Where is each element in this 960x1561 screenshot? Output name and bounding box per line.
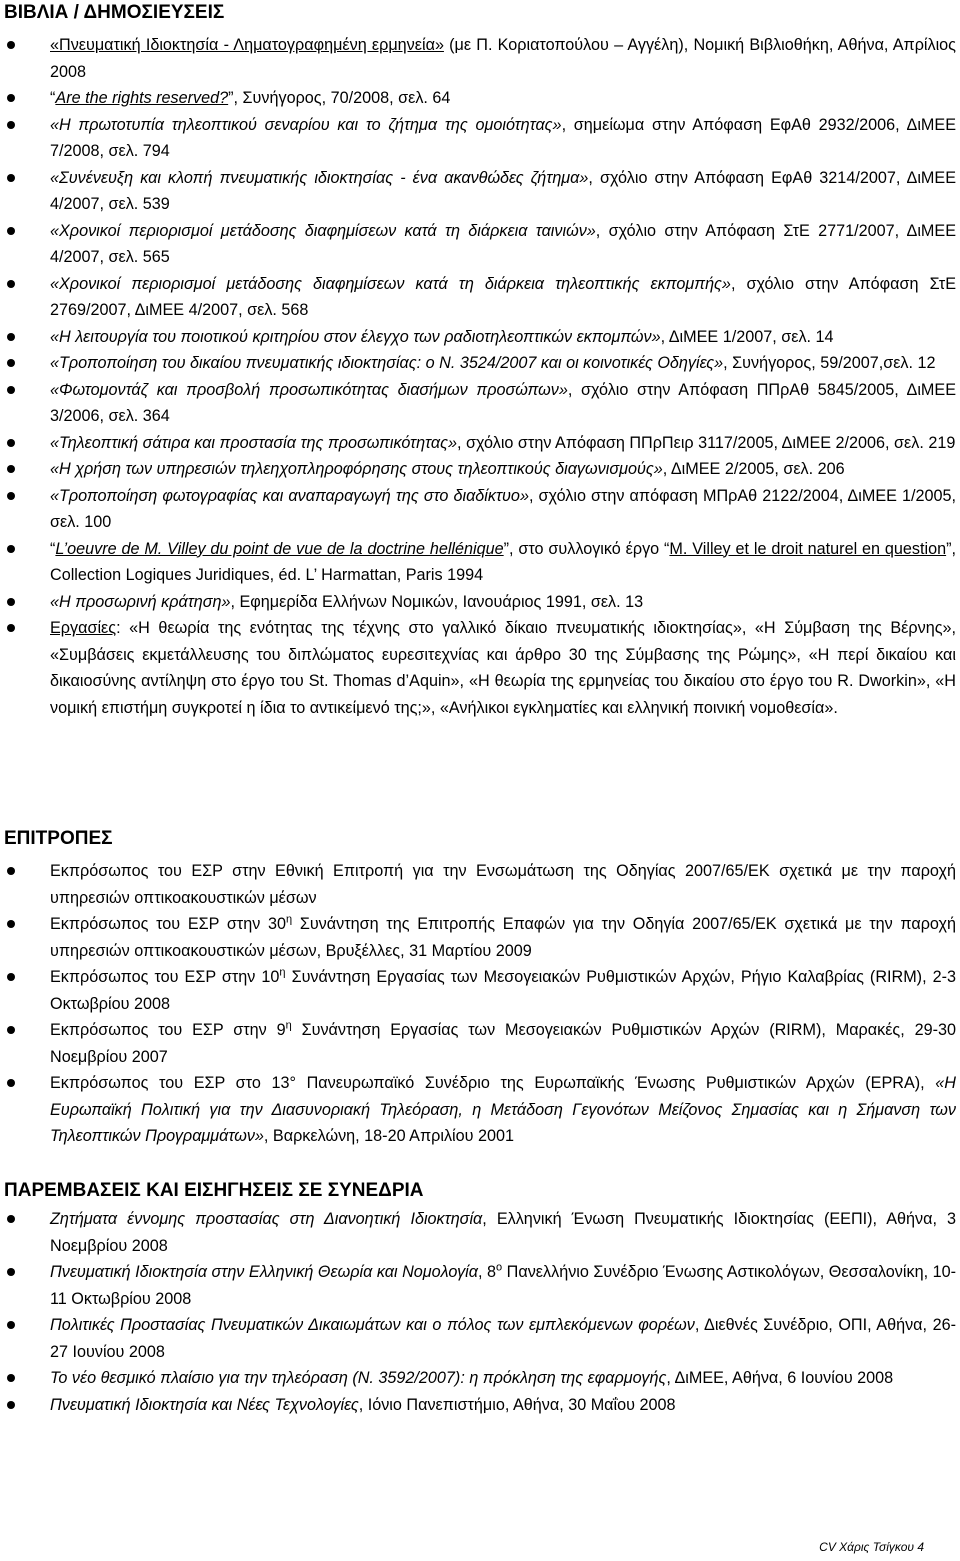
bullet-icon: [7, 280, 15, 288]
bullet-icon: [7, 439, 15, 447]
list-item: Εκπρόσωπος του ΕΣΡ στο 13° Πανευρωπαϊκό Συνέδριο της Ευρωπαϊκής Ένωσης Ρυθμιστικών Αρχών (EPRA), «Η Ευρωπαϊκή Πολιτική για την Διασυνοριακή Τηλεόραση, η Μετάδοση Γεγονότων Μείζονος Σημασίας και η Σήμανση των Τηλεοπτικών Προγραμμάτων», Βαρκελώνη, 18-20 Απριλίου 2001: [0, 1070, 960, 1150]
list-item: Εκπρόσωπος του ΕΣΡ στην $10^\eta$ Συνάντηση Εργασίας των Μεσογειακών Ρυθμιστικών Αρχών, Ρήγιο Καλαβρίας (RIRM), 2-3 Οκτωβρίου 2008: [0, 964, 960, 1017]
bullet-icon: [7, 545, 15, 553]
list-item: Πνευματική Ιδιοκτησία και Νέες Τεχνολογίες, Ιόνιο Πανεπιστήμιο, Αθήνα, 30 Μαΐου 2008: [0, 1392, 960, 1419]
list-item: «Πνευματική Ιδιοκτησία - Ληματογραφημένη ερμηνεία» (με Π. Κοριατοπούλου – Αγγέλη), Νομική Βιβλιοθήκη, Αθήνα, Απρίλιος 2008: [0, 32, 960, 85]
list-item: «Η λειτουργία του ποιοτικού κριτηρίου στον έλεγχο των ραδιοτηλεοπτικών εκπομπών», ΔιΜΕΕ 1/2007, σελ. 14: [0, 324, 960, 351]
bullet-icon: [7, 1079, 15, 1087]
bullet-icon: [7, 333, 15, 341]
bullet-icon: [7, 465, 15, 473]
list-item: «Χρονικοί περιορισμοί μετάδοσης διαφημίσεων κατά τη διάρκεια ταινιών», σχόλιο στην Απόφαση ΣτΕ 2771/2007, ΔιΜΕΕ 4/2007, σελ. 565: [0, 218, 960, 271]
bullet-icon: [7, 359, 15, 367]
list-item: “L’oeuvre de M. Villey du point de vue de la doctrine hellénique”, στο συλλογικό έργο “M. Villey et le droit naturel en question”, Collection Logiques Juridiques, éd. L’ Harmattan, Paris 1994: [0, 536, 960, 589]
bullet-icon: [7, 1374, 15, 1382]
talks-list: [0, 1206, 960, 1418]
list-item: «Φωτομοντάζ και προσβολή προσωπικότητας διασήμων προσώπων», σχόλιο στην Απόφαση ΠΠρΑθ 5845/2005, ΔιΜΕΕ 3/2006, σελ. 364: [0, 377, 960, 430]
bullet-icon: [7, 94, 15, 102]
bullet-icon: [7, 1215, 15, 1223]
bullet-icon: [7, 867, 15, 875]
bullet-icon: [7, 1401, 15, 1409]
bullet-icon: [7, 973, 15, 981]
bullet-icon: [7, 1268, 15, 1276]
list-item: «Τροποποίηση φωτογραφίας και αναπαραγωγή της στο διαδίκτυο», σχόλιο στην απόφαση ΜΠρΑθ 2122/2004, ΔιΜΕΕ 1/2005, σελ. 100: [0, 483, 960, 536]
bullet-icon: [7, 386, 15, 394]
bullet-icon: [7, 624, 15, 632]
list-item: Εργασίες: «Η θεωρία της ενότητας της τέχνης στο γαλλικό δίκαιο πνευματικής ιδιοκτησίας», «Η Σύμβαση της Βέρνης», «Συμβάσεις εκμετάλλευσης του διπλώματος ευρεσιτεχνίας και άρθρο 30 της Σύμβασης της Ρώμης», «Η περί δικαίου και δικαιοσύνης αντίληψη στο έργο του St. Thomas d’Aquin», «Η θεωρία της ερμηνείας του δικαίου στο έργο του R. Dworkin», «Η νομική επιστήμη συγκροτεί η ίδια το αντικείμενό της;», «Ανήλικοι εγκληματίες και ελληνική ποινική νομοθεσία».: [0, 615, 960, 721]
list-item: Πνευματική Ιδιοκτησία στην Ελληνική Θεωρία και Νομολογία, $8^o$ Πανελλήνιο Συνέδριο Ένωσης Αστικολόγων, Θεσσαλονίκη, 10-11 Οκτωβρίου 2008: [0, 1259, 960, 1312]
bullet-icon: [7, 1026, 15, 1034]
bullet-icon: [7, 920, 15, 928]
committees-list: [0, 858, 960, 1150]
section-heading-books: ΒΙΒΛΙΑ / ΔΗΜΟΣΙΕΥΣΕΙΣ: [4, 2, 225, 23]
list-item: “Are the rights reserved?”, Συνήγορος, 70/2008, σελ. 64: [0, 85, 960, 112]
list-item: Πολιτικές Προστασίας Πνευματικών Δικαιωμάτων και ο πόλος των εμπλεκόμενων φορέων, Διεθνές Συνέδριο, ΟΠΙ, Αθήνα, 26-27 Ιουνίου 2008: [0, 1312, 960, 1365]
list-item: «Τηλεοπτική σάτιρα και προστασία της προσωπικότητας», σχόλιο στην Απόφαση ΠΠρΠειρ 3117/2005, ΔιΜΕΕ 2/2006, σελ. 219: [0, 430, 960, 457]
page-footer: CV Χάρις Τσίγκου 4: [819, 1540, 924, 1554]
list-item: «Τροποποίηση του δικαίου πνευματικής ιδιοκτησίας: ο Ν. 3524/2007 και οι κοινοτικές Οδηγίες», Συνήγορος, 59/2007,σελ. 12: [0, 350, 960, 377]
list-item: «Η χρήση των υπηρεσιών τηλεηχοπληροφόρησης στους τηλεοπτικούς διαγωνισμούς», ΔιΜΕΕ 2/2005, σελ. 206: [0, 456, 960, 483]
list-item: Το νέο θεσμικό πλαίσιο για την τηλεόραση (Ν. 3592/2007): η πρόκληση της εφαρμογής, ΔιΜΕΕ, Αθήνα, 6 Ιουνίου 2008: [0, 1365, 960, 1392]
section-heading-committees: ΕΠΙΤΡΟΠΕΣ: [4, 828, 113, 849]
list-item: «Χρονικοί περιορισμοί μετάδοσης διαφημίσεων κατά τη διάρκεια τηλεοπτικής εκπομπής», σχόλιο στην Απόφαση ΣτΕ 2769/2007, ΔιΜΕΕ 4/2007, σελ. 568: [0, 271, 960, 324]
list-item: Εκπρόσωπος του ΕΣΡ στην $9^\eta$ Συνάντηση Εργασίας των Μεσογειακών Ρυθμιστικών Αρχών (RIRM), Μαρακές, 29-30 Νοεμβρίου 2007: [0, 1017, 960, 1070]
list-item: «Η προσωρινή κράτηση», Εφημερίδα Ελλήνων Νομικών, Ιανουάριος 1991, σελ. 13: [0, 589, 960, 616]
bullet-icon: [7, 227, 15, 235]
section-heading-talks: ΠΑΡΕΜΒΑΣΕΙΣ ΚΑΙ ΕΙΣΗΓΗΣΕΙΣ ΣΕ ΣΥΝΕΔΡΙΑ: [4, 1180, 424, 1201]
list-item: «Η πρωτοτυπία τηλεοπτικού σεναρίου και το ζήτημα της ομοιότητας», σημείωμα στην Απόφαση ΕφΑθ 2932/2006, ΔιΜΕΕ 7/2008, σελ. 794: [0, 112, 960, 165]
list-item: «Συνένευξη και κλοπή πνευματικής ιδιοκτησίας - ένα ακανθώδες ζήτημα», σχόλιο στην Απόφαση ΕφΑθ 3214/2007, ΔιΜΕΕ 4/2007, σελ. 539: [0, 165, 960, 218]
list-item: Εκπρόσωπος του ΕΣΡ στην $30^\eta$ Συνάντηση της Επιτροπής Επαφών για την Οδηγία 2007/65/ΕΚ σχετικά με την παροχή υπηρεσιών οπτικοακουστικών μέσων, Βρυξέλλες, 31 Μαρτίου 2009: [0, 911, 960, 964]
bullet-icon: [7, 598, 15, 606]
bullet-icon: [7, 121, 15, 129]
list-item: Ζητήματα έννομης προστασίας στη Διανοητική Ιδιοκτησία, Ελληνική Ένωση Πνευματικής Ιδιοκτησίας (ΕΕΠΙ), Αθήνα, 3 Νοεμβρίου 2008: [0, 1206, 960, 1259]
bullet-icon: [7, 174, 15, 182]
bullet-icon: [7, 492, 15, 500]
bullet-icon: [7, 1321, 15, 1329]
bullet-icon: [7, 41, 15, 49]
list-item: Εκπρόσωπος του ΕΣΡ στην Εθνική Επιτροπή για την Ενσωμάτωση της Οδηγίας 2007/65/ΕΚ σχετικά με την παροχή υπηρεσιών οπτικοακουστικών μέσων: [0, 858, 960, 911]
books-list: [0, 32, 960, 721]
